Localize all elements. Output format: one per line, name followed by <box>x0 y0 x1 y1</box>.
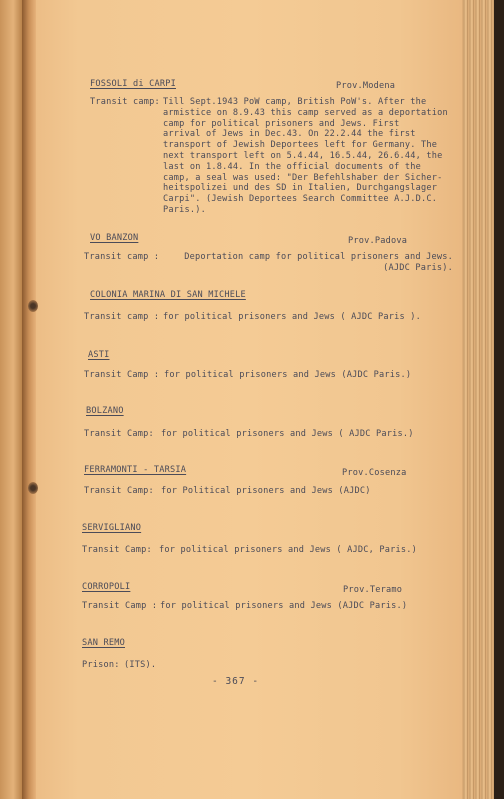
camp-name: SAN REMO <box>82 638 125 648</box>
page-number: - 367 - <box>212 676 260 687</box>
camp-type-label: Transit Camp : <box>84 370 160 380</box>
camp-description: (ITS). <box>124 660 157 670</box>
province: Prov.Modena <box>336 81 396 91</box>
camp-name: COLONIA MARINA DI SAN MICHELE <box>90 290 246 300</box>
camp-type-label: Transit Camp: <box>84 486 154 496</box>
camp-description: for political prisoners and Jews (AJDC Paris.) <box>164 370 412 380</box>
camp-description: Deportation camp for political prisoners and Jews. (AJDC Paris). <box>184 252 453 273</box>
camp-description: for political prisoners and Jews (AJDC Paris.) <box>160 601 408 611</box>
document-text <box>36 0 462 799</box>
camp-type-label: Transit camp: <box>90 97 160 107</box>
page-stack-edges <box>462 0 504 799</box>
camp-name: ASTI <box>88 350 110 360</box>
camp-description: for political prisoners and Jews ( AJDC Paris.) <box>161 429 414 439</box>
camp-description: for Political prisoners and Jews (AJDC) <box>161 486 371 496</box>
camp-description: for political prisoners and Jews ( AJDC, Paris.) <box>159 545 417 555</box>
camp-name: CORROPOLI <box>82 582 131 592</box>
camp-description: for political prisoners and Jews ( AJDC Paris ). <box>163 312 421 322</box>
camp-type-label: Transit camp : <box>84 312 160 322</box>
camp-type-label: Transit camp : <box>84 252 160 262</box>
previous-page-edge <box>0 0 22 799</box>
province: Prov.Teramo <box>343 585 403 595</box>
camp-name: FOSSOLI di CARPI <box>90 79 176 89</box>
document-page <box>36 0 462 799</box>
camp-name: VO BANZON <box>90 233 139 243</box>
camp-type-label: Transit Camp : <box>82 601 158 611</box>
book-gutter <box>22 0 36 799</box>
province: Prov.Cosenza <box>342 468 407 478</box>
camp-type-label: Prison: <box>82 660 120 670</box>
camp-type-label: Transit Camp: <box>82 545 152 555</box>
camp-name: FERRAMONTI - TARSIA <box>84 465 187 475</box>
camp-type-label: Transit Camp: <box>84 429 154 439</box>
camp-description: Till Sept.1943 PoW camp, British PoW's. After the armistice on 8.9.43 this camp served as a deportation camp for political prisoners and Jews. First arrival of Jews in Dec.43. On 22.2.44 the first transport of Jewish Deportees left for Germany. The next transport left on 5.4.44, 16.5.44, 26.6.44, the last on 1.8.44. In the official documents of the camp, a seal was used: "Der Befehlshaber der Sicher- heitspolizei und des SD in Italien, Durchgangslager Carpi". (Jewish Deportees Search Committee A.J.D.C. Paris.). <box>163 97 448 215</box>
province: Prov.Padova <box>348 236 408 246</box>
camp-name: SERVIGLIANO <box>82 523 142 533</box>
camp-name: BOLZANO <box>86 406 124 416</box>
